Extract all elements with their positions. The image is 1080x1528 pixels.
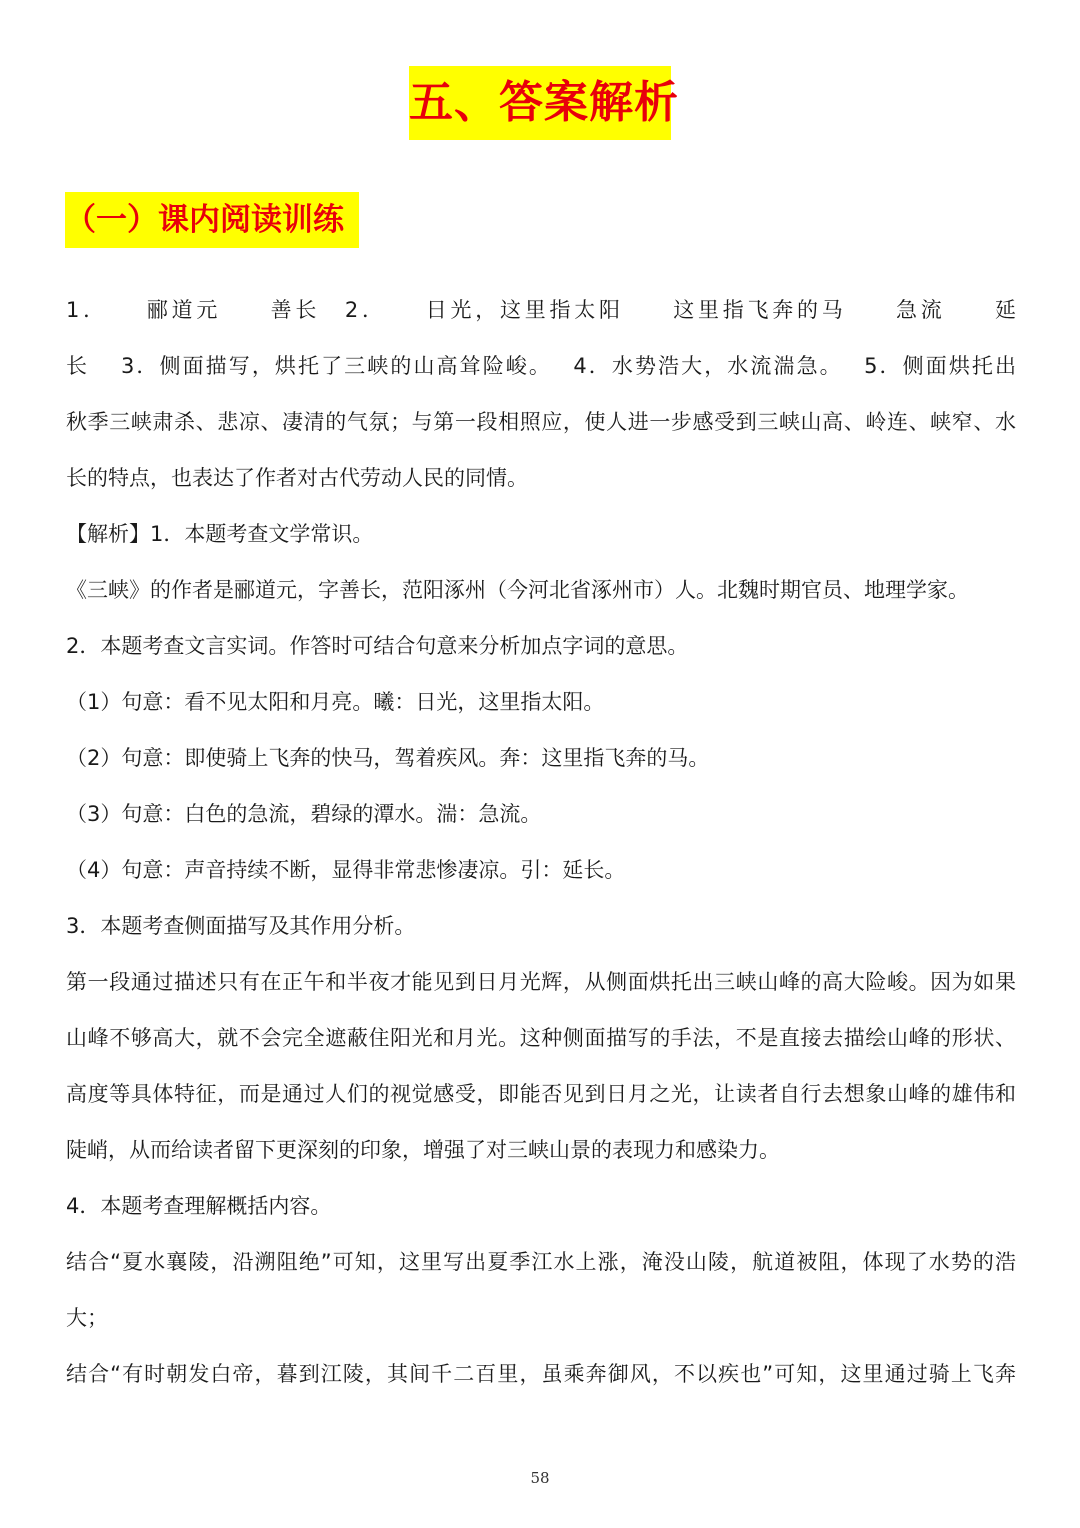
text-line: （4）句意：声音持续不断，显得非常悲惨凄凉。引：延长。 [66,858,626,882]
text-line: 长的特点，也表达了作者对古代劳动人民的同情。 [66,466,528,490]
text-line: 3．本题考查侧面描写及其作用分析。 [66,914,416,938]
text-line: 陡峭，从而给读者留下更深刻的印象，增强了对三峡山景的表现力和感染力。 [66,1138,780,1162]
text-line: 【解析】1．本题考查文学常识。 [66,522,374,546]
text-line: 2．本题考查文言实词。作答时可结合句意来分析加点字词的意思。 [66,634,689,658]
text-line: 结合“夏水襄陵，沿溯阻绝”可知，这里写出夏季江水上涨，淹没山陵，航道被阻，体现了水势的浩 [66,1250,1016,1274]
text-line: 1． 郦道元 善长 2． 日光，这里指太阳 这里指飞奔的马 急流 延 [66,298,1016,322]
text-line: 大； [66,1306,108,1330]
text-line: （3）句意：白色的急流，碧绿的潭水。湍：急流。 [66,802,542,826]
page-title: 五、答案解析 [409,66,671,140]
text-line: （2）句意：即使骑上飞奔的快马，驾着疾风。奔：这里指飞奔的马。 [66,746,710,770]
text-line: 结合“有时朝发白帝，暮到江陵，其间千二百里，虽乘奔御风，不以疾也”可知，这里通过骑上飞奔 [66,1362,1016,1386]
text-line: 第一段通过描述只有在正午和半夜才能见到日月光辉，从侧面烘托出三峡山峰的高大险峻。因为如果 [66,970,1016,994]
text-line: 《三峡》的作者是郦道元，字善长，范阳涿州（今河北省涿州市）人。北魏时期官员、地理学家。 [66,578,969,602]
page-number: 58 [530,1469,550,1487]
text-line: 长 3．侧面描写，烘托了三峡的山高耸险峻。 4．水势浩大，水流湍急。 5．侧面烘托出 [66,354,1016,378]
text-line: 高度等具体特征，而是通过人们的视觉感受，即能否见到日月之光，让读者自行去想象山峰的雄伟和 [66,1082,1016,1106]
text-line: 4．本题考查理解概括内容。 [66,1194,332,1218]
section-heading: （一）课内阅读训练 [65,192,359,248]
text-line: 秋季三峡肃杀、悲凉、凄清的气氛；与第一段相照应，使人进一步感受到三峡山高、岭连、峡窄、水 [66,410,1016,434]
text-line: （1）句意：看不见太阳和月亮。曦：日光，这里指太阳。 [66,690,605,714]
text-line: 山峰不够高大，就不会完全遮蔽住阳光和月光。这种侧面描写的手法，不是直接去描绘山峰的形状、 [66,1026,1016,1050]
